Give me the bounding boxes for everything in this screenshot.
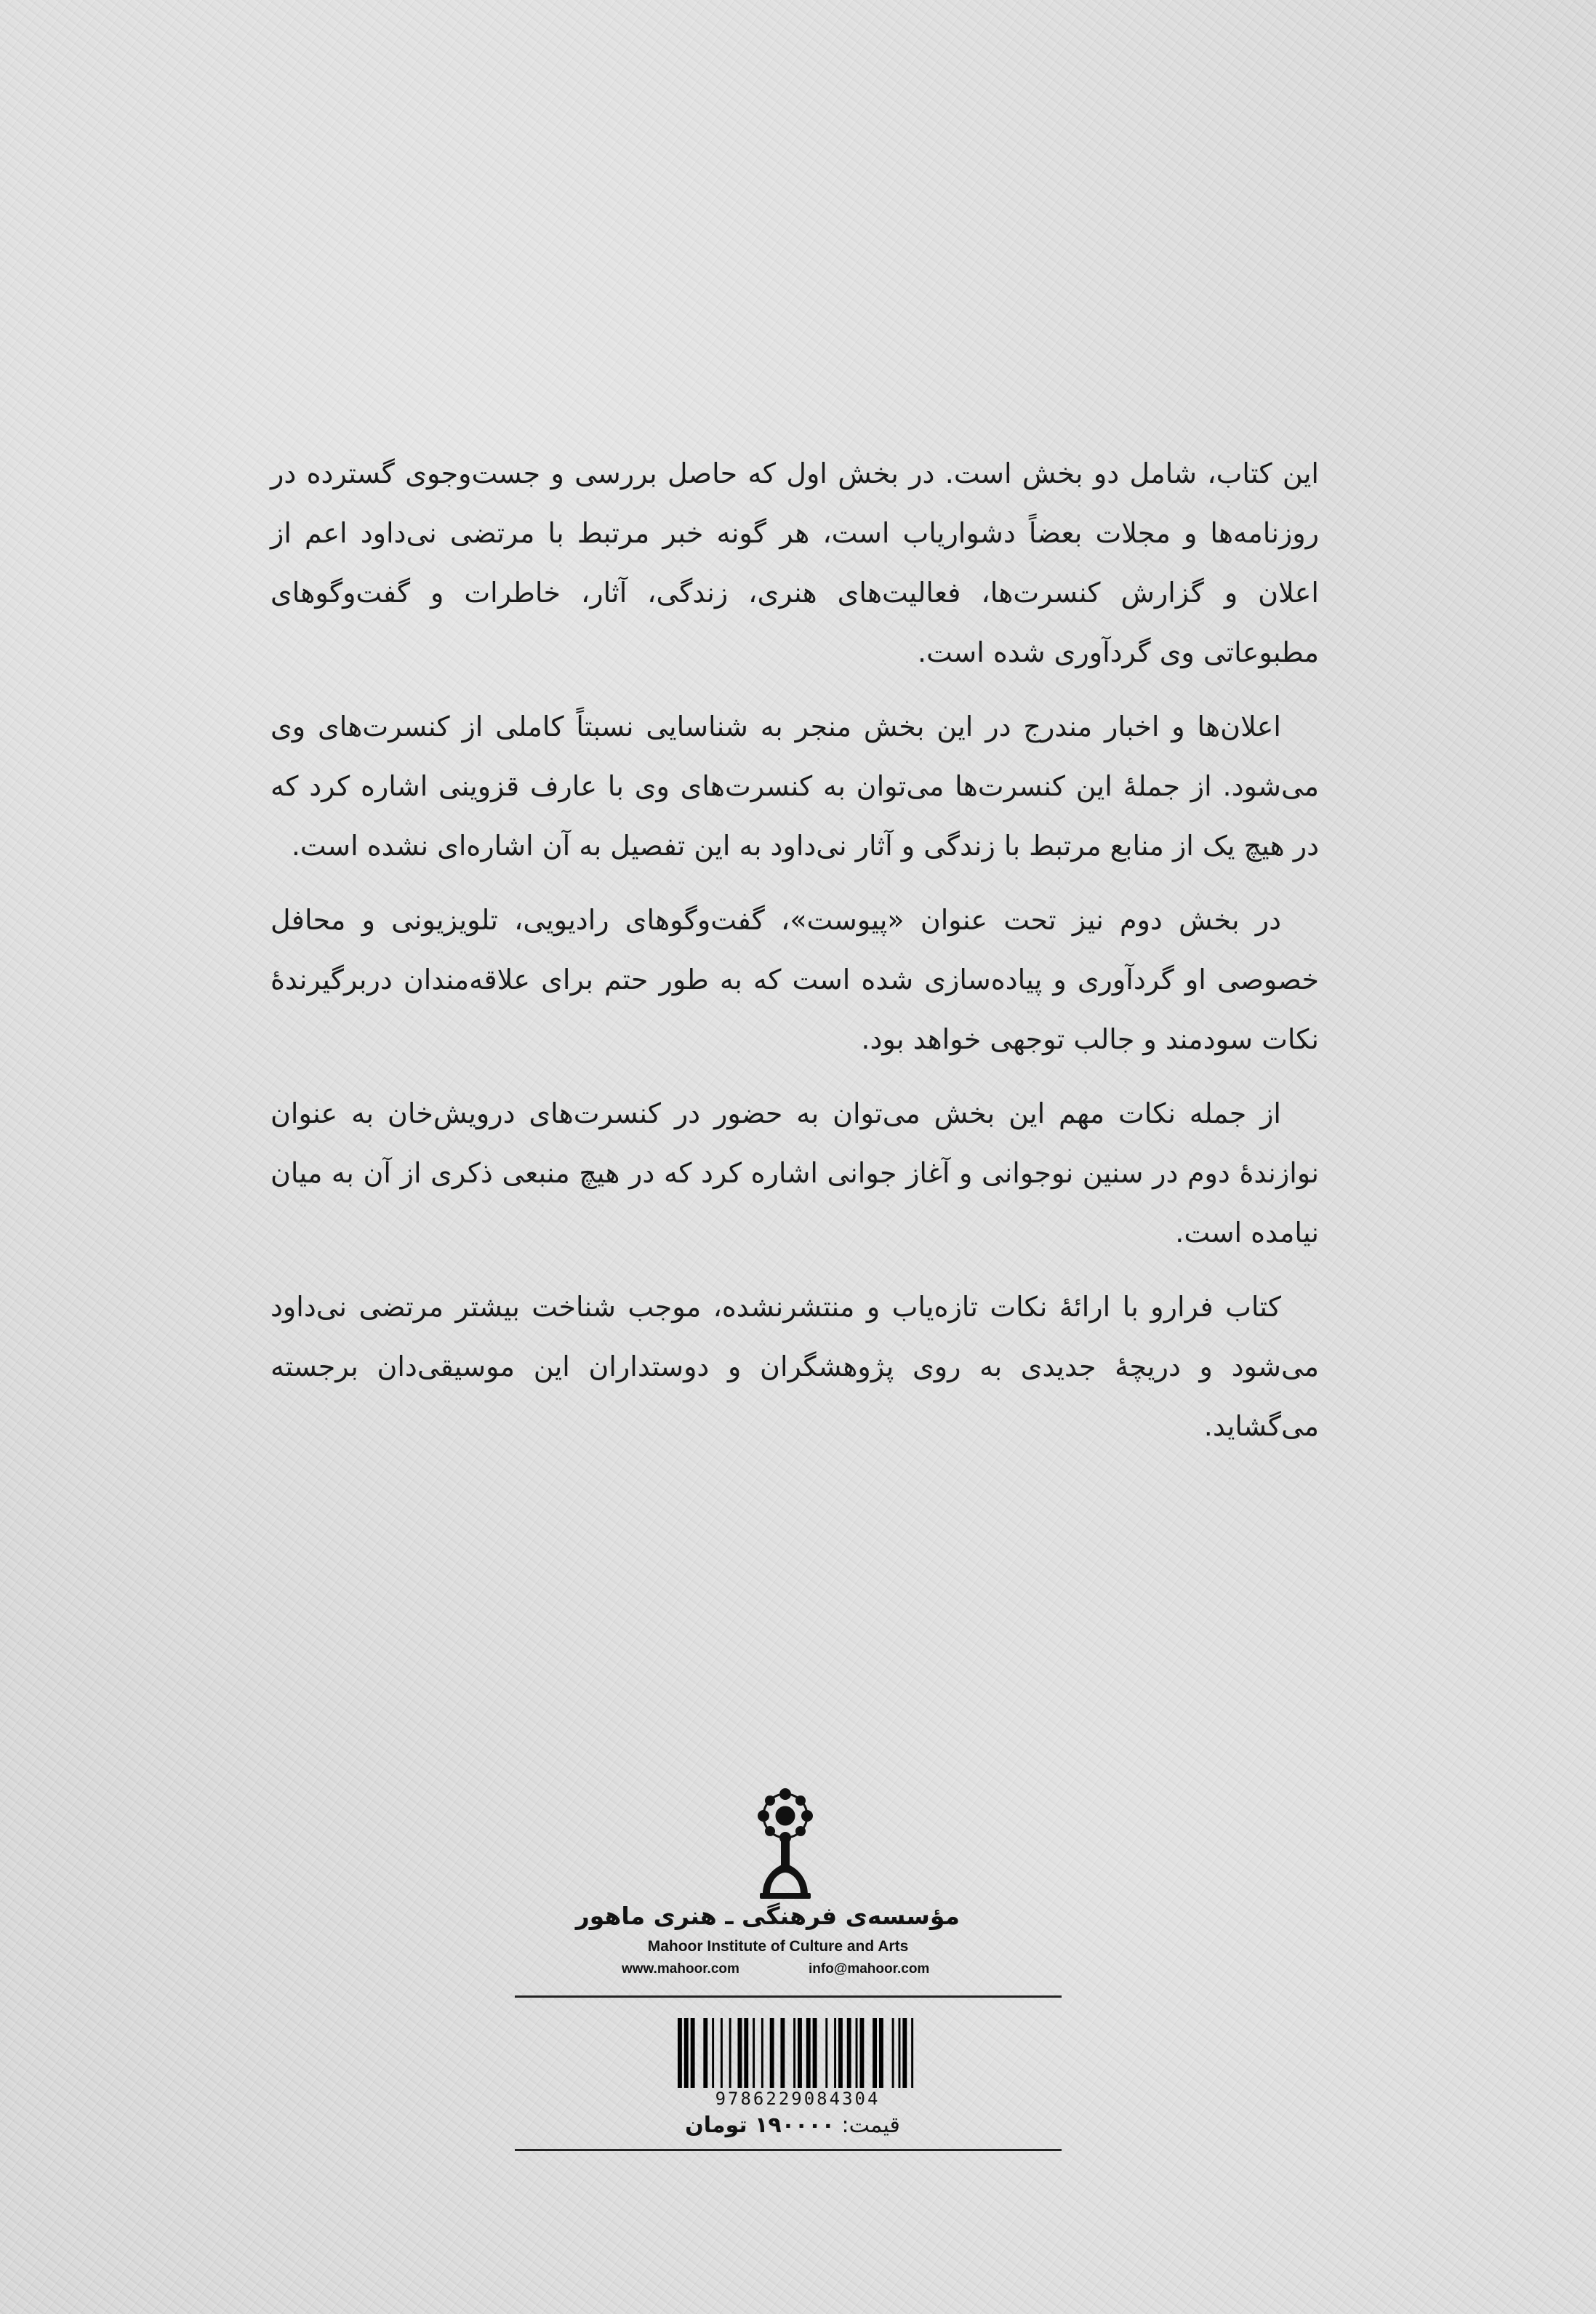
blurb-paragraph-4: از جمله نکات مهم این بخش می‌توان به حضور در کنسرت‌های درویش‌خان به عنوان نوازندهٔ دوم در سنین نوجوانی و آغاز جوانی اشاره کرد که در هیچ منبعی ذکری از آن به میان نیامده است.	[270, 1097, 1319, 1249]
blurb-paragraph-5: کتاب فرارو با ارائهٔ نکات تازه‌یاب و منتشرنشده، موجب شناخت بیشتر مرتضی نی‌داود می‌شود و دریچهٔ جدیدی به روی پژوهشگران و دوستداران این موسیقی‌دان برجسته می‌گشاید.	[270, 1291, 1319, 1442]
isbn-digits: 9786229084304	[715, 2089, 881, 2109]
blurb-paragraph-2: اعلان‌ها و اخبار مندرج در این بخش منجر به شناسایی نسبتاً کاملی از کنسرت‌های وی می‌شود. از جملهٔ این کنسرت‌ها می‌توان به کنسرت‌های وی با عارف قزوینی اشاره کرد که در هیچ یک از منابع مرتبط با زندگی و آثار نی‌داود به این تفصیل به آن اشاره‌ای نشده است.	[270, 710, 1319, 862]
price-label: قیمت:	[841, 2113, 900, 2138]
price-value: ۱۹۰۰۰۰ تومان	[685, 2113, 835, 2138]
publisher-name-fa: مؤسسه‌ی فرهنگی ـ هنری ماهور	[575, 1902, 960, 1930]
divider-top	[515, 1995, 1062, 1998]
publisher-logo-icon	[753, 1785, 818, 1909]
price	[640, 2113, 945, 2138]
publisher-name-en: Mahoor Institute of Culture and Arts	[647, 1938, 909, 1955]
publisher-email: info@mahoor.com	[809, 1961, 930, 1977]
blurb-text	[270, 444, 1319, 1470]
divider-bottom	[515, 2149, 1062, 2151]
blurb-paragraph-3: در بخش دوم نیز تحت عنوان «پیوست»، گفت‌وگوهای رادیویی، تلویزیونی و محافل خصوصی او گردآوری و پیاده‌سازی شده است که به طور حتم برای علاقه‌مندان دربرگیرندهٔ نکات سودمند و جالب توجهی خواهد بود.	[270, 904, 1319, 1055]
blurb-paragraph-1: این کتاب، شامل دو بخش است. در بخش اول که حاصل بررسی و جست‌وجوی گسترده در روزنامه‌ها و مجلات بعضاً دشواریاب است، هر گونه خبر مرتبط با مرتضی نی‌داود اعم از اعلان و گزارش کنسرت‌ها، فعالیت‌های هنری، زندگی، آثار، خاطرات و گفت‌وگوهای مطبوعاتی وی گردآوری شده است.	[270, 457, 1319, 668]
publisher-website: www.mahoor.com	[622, 1961, 739, 1977]
